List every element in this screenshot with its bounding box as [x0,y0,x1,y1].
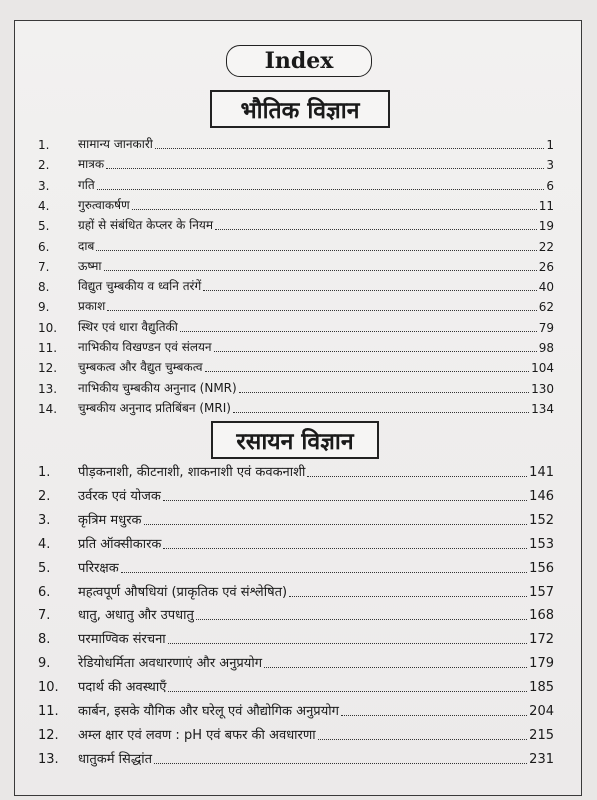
entry-page-number: 6 [546,178,554,193]
dot-leader [168,642,528,644]
entry-page-number: 40 [538,280,554,295]
entry-page-number: 134 [531,401,554,416]
entry-page-number: 1 [546,138,554,152]
entry-number: 4. [38,198,50,213]
toc-entry [38,337,554,355]
dot-leader [168,690,527,692]
entry-number: 3. [38,178,50,193]
entry-title: पीड़कनाशी, कीटनाशी, शाकनाशी एवं कवकनाशी [78,465,306,480]
entry-title: ऊष्मा [78,258,102,273]
toc-entry [38,296,554,314]
entry-page-number: 26 [538,259,554,274]
entry-page-number: 157 [529,584,554,600]
toc-entry [38,357,554,375]
entry-number: 5. [38,219,50,234]
dot-leader [341,714,527,716]
dot-leader [264,666,527,668]
entry-number: 6. [38,584,51,600]
entry-number: 11. [38,704,59,719]
entry-title: महत्वपूर्ण औषधियां (प्राकृतिक एवं संश्लेषित) [78,584,288,600]
entry-page-number: 130 [531,381,554,396]
entry-number: 6. [38,239,50,254]
dot-leader [96,249,536,251]
toc-entry [38,398,554,416]
entry-title: स्थिर एवं धारा वैद्युतिकी [78,319,178,334]
dot-leader [97,188,545,190]
dot-leader [203,289,536,291]
entry-title: गुरुत्वाकर्षण [78,197,130,212]
entry-page-number: 79 [538,320,554,335]
dot-leader [104,269,537,271]
dot-leader [106,167,544,169]
dot-leader [214,350,537,352]
dot-leader [155,147,545,149]
toc-entry [38,317,554,335]
toc-entry [38,134,554,152]
entry-title: धातुकर्म सिद्धांत [78,751,152,767]
entry-title: अम्ल क्षार एवं लवण : pH एवं बफर की अवधारणा [78,727,316,743]
dot-leader [215,228,537,230]
entry-number: 13. [38,381,58,396]
toc-entry [38,603,554,623]
entry-page-number: 204 [529,704,554,719]
entry-title: दाब [78,238,95,253]
toc-entry [38,236,554,254]
entry-number: 4. [38,536,51,552]
toc-entry [38,699,554,719]
entry-number: 13. [38,751,59,767]
toc-entry [38,215,554,233]
entry-title: नाभिकीय चुम्बकीय अनुनाद (NMR) [78,380,237,395]
entry-number: 8. [38,280,50,295]
toc-entry [38,508,554,528]
dot-leader [205,370,530,372]
entry-number: 9. [38,300,50,315]
entry-number: 7. [38,608,51,624]
entry-page-number: 215 [529,727,554,743]
entry-page-number: 98 [538,341,554,355]
entry-title: चुम्बकत्व और वैद्युत चुम्बकत्व [78,360,203,375]
entry-title: उर्वरक एवं योजक [78,488,161,504]
entry-title: नाभिकीय विखण्डन एवं संलयन [78,340,212,354]
entry-number: 12. [38,727,59,743]
section-heading-chemistry: रसायन विज्ञान [211,421,379,459]
dot-leader [196,618,527,620]
index-title: Index [226,45,372,77]
dot-leader [163,499,527,501]
entry-number: 7. [38,259,50,274]
toc-entry [38,154,554,172]
dot-leader [154,762,527,764]
entry-number: 10. [38,680,59,696]
section-heading-physics: भौतिक विज्ञान [210,90,390,128]
toc-entry [38,460,554,480]
entry-title: सामान्य जानकारी [78,137,153,151]
toc-entry [38,627,554,647]
dot-leader [307,475,527,477]
toc-entry [38,556,554,576]
entry-page-number: 141 [529,465,554,480]
entry-number: 12. [38,361,58,376]
dot-leader [289,595,527,597]
toc-entry [38,276,554,294]
toc-entry [38,532,554,552]
entry-number: 2. [38,488,51,504]
entry-page-number: 185 [529,680,554,696]
entry-page-number: 156 [529,560,554,576]
entry-page-number: 179 [529,656,554,672]
toc-entry [38,378,554,396]
entry-number: 9. [38,656,51,672]
entry-page-number: 231 [529,751,554,767]
toc-entry [38,195,554,213]
dot-leader [107,309,536,311]
entry-title: पदार्थ की अवस्थाएँ [78,680,167,696]
entry-page-number: 104 [531,361,554,376]
entry-page-number: 152 [529,512,554,528]
dot-leader [121,571,527,573]
entry-number: 8. [38,632,51,648]
entry-title: गति [78,177,95,192]
entry-title: मात्रक [78,157,105,172]
dot-leader [318,738,528,740]
toc-entry [38,723,554,743]
entry-page-number: 146 [529,488,554,504]
dot-leader [233,411,529,413]
entry-title: रेडियोधर्मिता अवधारणाएं और अनुप्रयोग [78,656,263,672]
entry-number: 2. [38,158,50,173]
entry-title: चुम्बकीय अनुनाद प्रतिबिंबन (MRI) [78,400,231,415]
toc-entry [38,484,554,504]
entry-page-number: 168 [529,608,554,624]
entry-title: परिरक्षक [78,560,119,576]
toc-entry [38,675,554,695]
entry-title: विद्युत चुम्बकीय व ध्वनि तरंगें [78,279,202,294]
entry-number: 1. [38,138,50,152]
entry-page-number: 62 [538,300,554,315]
dot-leader [144,523,528,525]
entry-page-number: 153 [529,536,554,552]
entry-number: 10. [38,320,58,335]
dot-leader [132,208,537,210]
entry-title: प्रकाश [78,299,106,314]
toc-entry [38,256,554,274]
entry-number: 1. [38,465,51,480]
entry-page-number: 11 [538,198,554,213]
entry-page-number: 172 [529,632,554,648]
entry-number: 5. [38,560,51,576]
dot-leader [180,330,537,332]
entry-title: कार्बन, इसके यौगिक और घरेलू एवं औद्योगिक अनुप्रयोग [78,704,339,719]
toc-entry [38,580,554,600]
toc-entry [38,651,554,671]
entry-number: 3. [38,512,51,528]
toc-entry [38,747,554,767]
dot-leader [239,391,529,393]
entry-number: 14. [38,401,58,416]
entry-page-number: 19 [538,219,554,234]
entry-page-number: 3 [546,158,554,173]
entry-title: परमाण्विक संरचना [78,632,166,648]
entry-title: ग्रहों से संबंधित केप्लर के नियम [78,218,214,233]
entry-title: कृत्रिम मधुरक [78,512,142,528]
entry-title: प्रति ऑक्सीकारक [78,536,162,552]
entry-page-number: 22 [538,239,554,254]
entry-title: धातु, अधातु और उपधातु [78,608,194,624]
entry-number: 11. [38,341,58,355]
dot-leader [163,547,527,549]
toc-entry [38,175,554,193]
